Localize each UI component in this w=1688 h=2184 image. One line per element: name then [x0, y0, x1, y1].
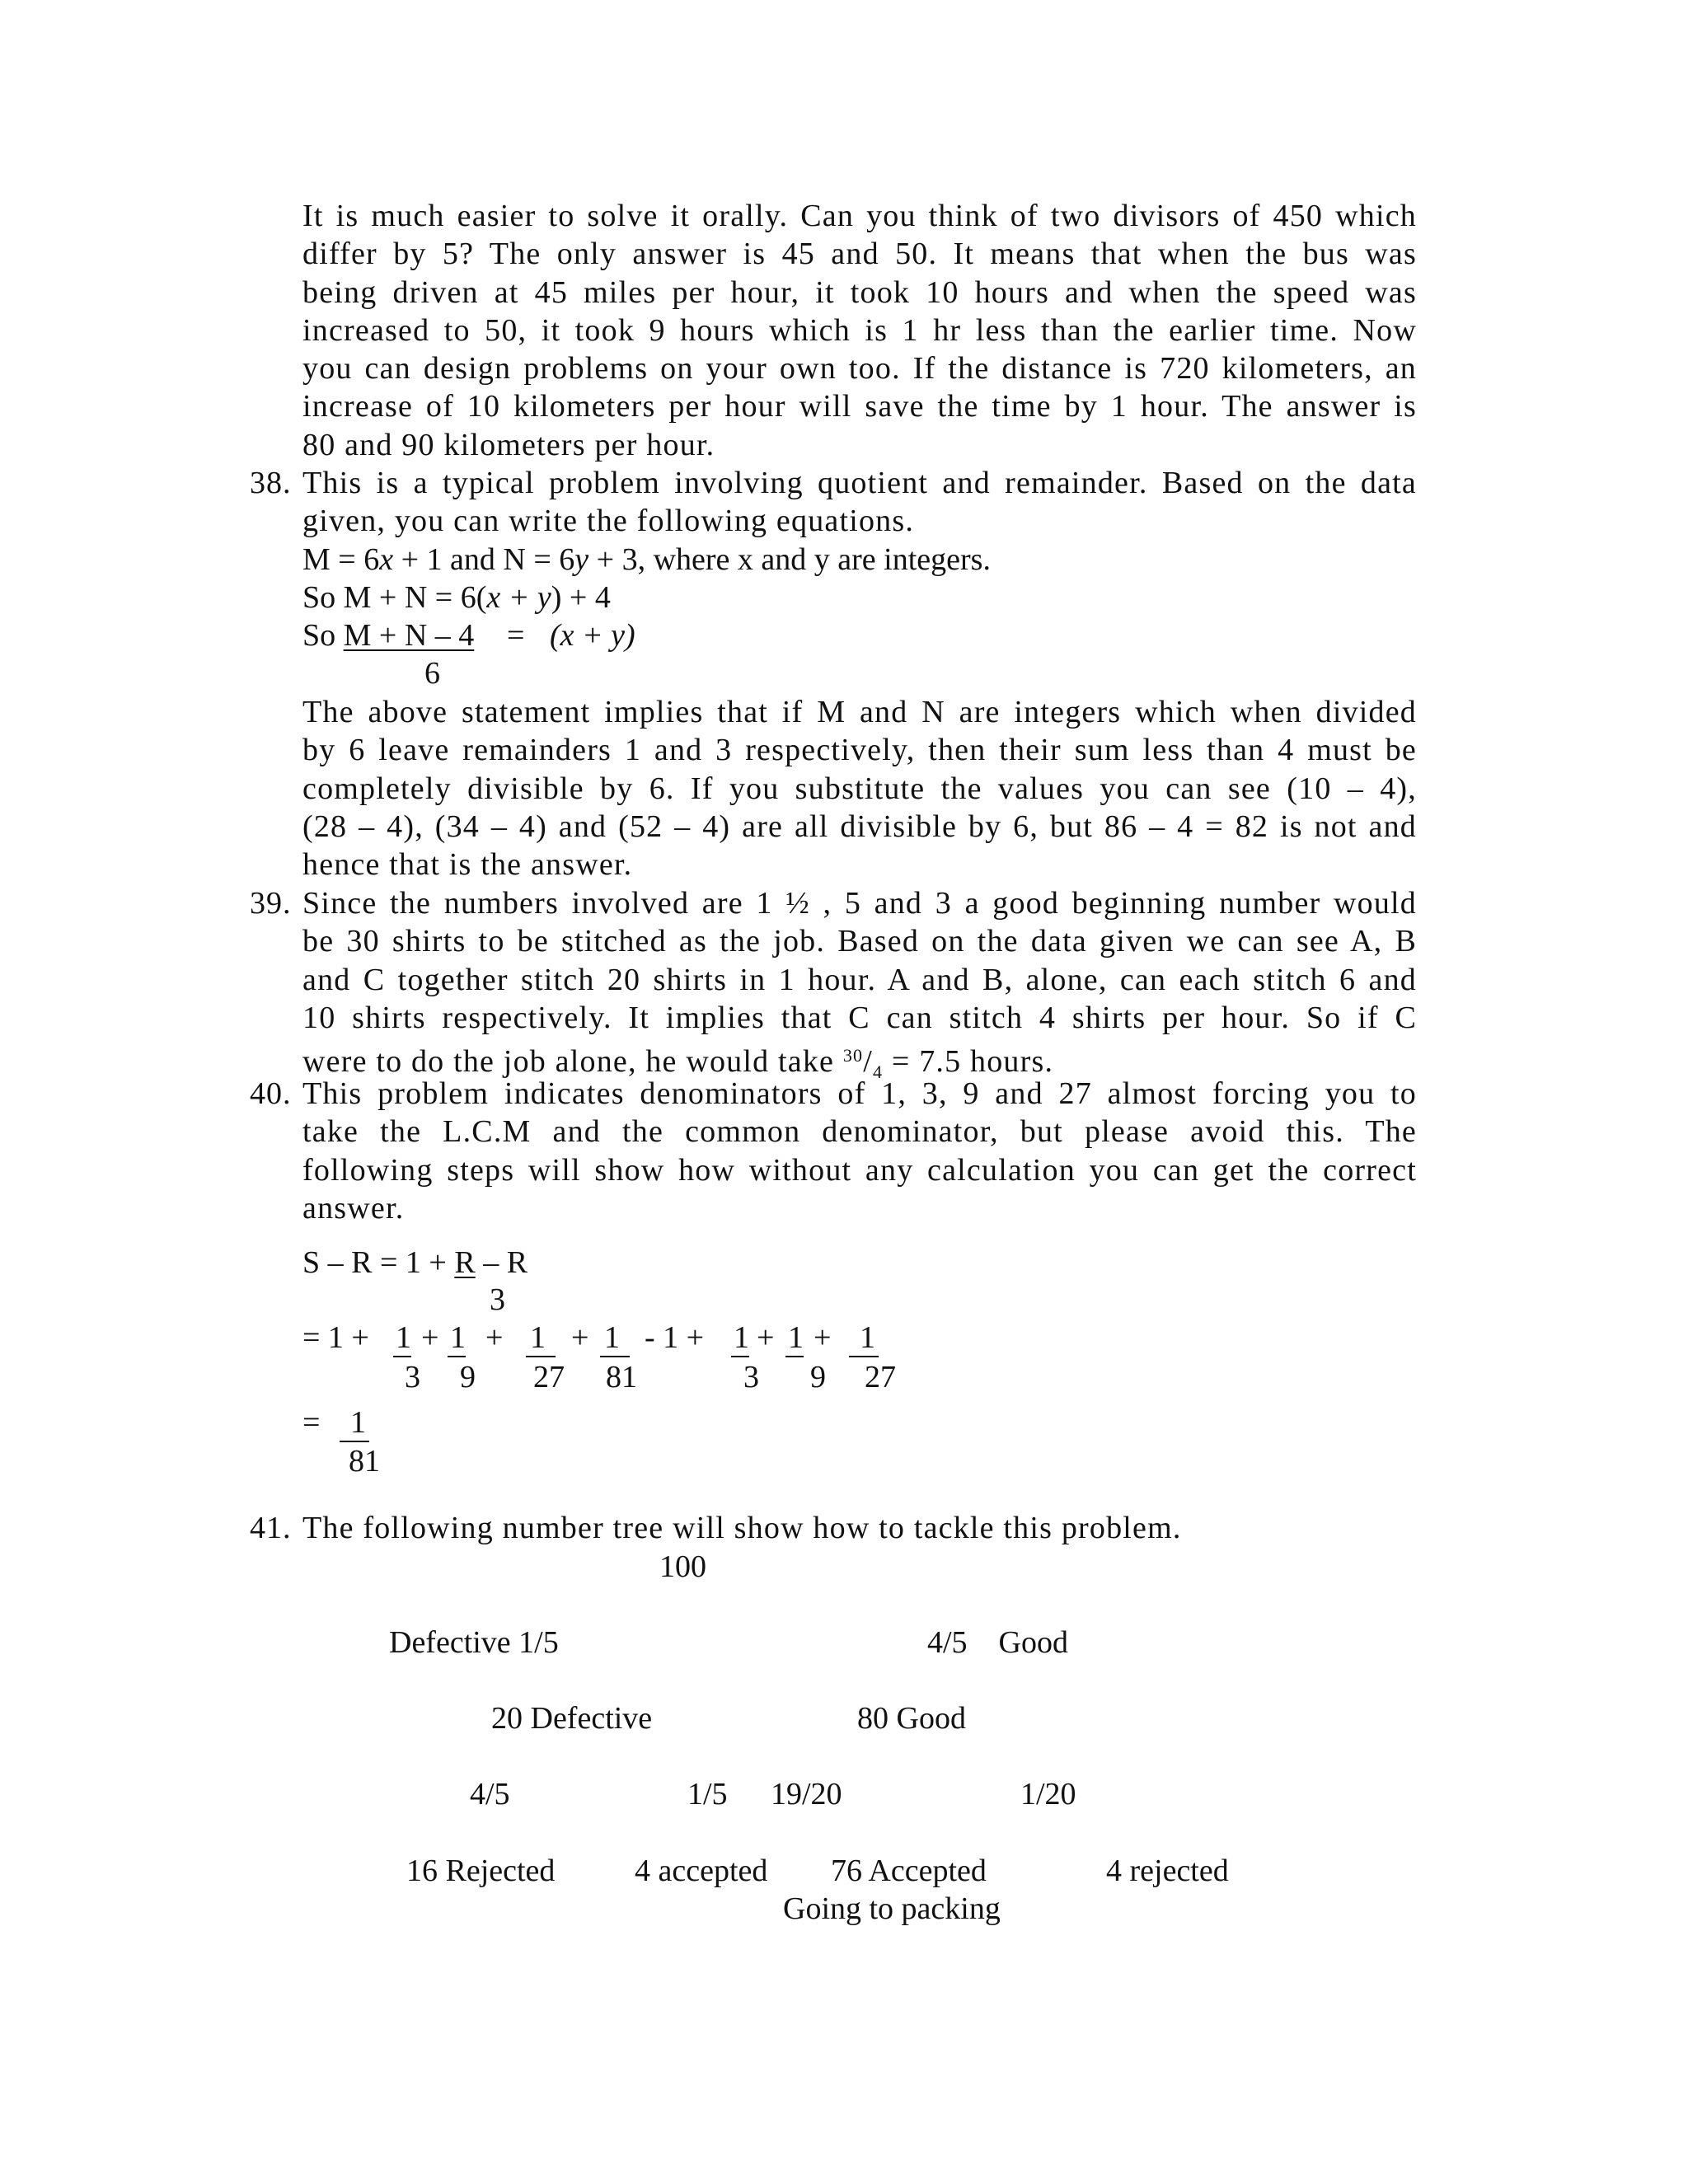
q38-rhs: (x + y)	[550, 618, 635, 653]
denominator: 27	[533, 1360, 565, 1394]
tree-defective-fraction: Defective 1/5	[389, 1625, 559, 1660]
numerator: 1	[604, 1320, 620, 1355]
fraction-bar	[526, 1356, 556, 1357]
numerator: 1	[860, 1320, 875, 1355]
item-number-38: 38.	[250, 466, 292, 500]
tree-leaf: 16 Rejected	[406, 1854, 556, 1888]
fraction-bar	[731, 1356, 749, 1357]
tree-root: 100	[659, 1549, 706, 1584]
tree-fraction: 19/20	[771, 1777, 842, 1811]
denominator: 3	[405, 1360, 420, 1394]
text-line: increase of 10 kilometers per hour will save the time by 1 hour. The answer is	[302, 389, 1417, 424]
tree-leaf: 4 rejected	[1106, 1854, 1229, 1888]
intro-paragraph	[302, 197, 1417, 464]
denominator: 27	[865, 1360, 896, 1394]
text-line: you can design problems on your own too. If the distance is 720 kilometers, an	[302, 351, 1417, 387]
denominator: 9	[460, 1360, 476, 1394]
tree-fraction: 4/5	[470, 1777, 510, 1811]
equals-sign: =	[507, 618, 525, 653]
q38-equation-1: M = 6x + 1 and N = 6y + 3, where x and y are integers.	[302, 542, 991, 577]
denominator: 3	[743, 1360, 759, 1394]
text-line: The above statement implies that if M and N are integers which when divided	[302, 695, 1417, 729]
item-number-41: 41.	[250, 1511, 292, 1545]
fraction-bar	[600, 1356, 630, 1357]
numerator: 1	[788, 1320, 804, 1355]
numerator: 1	[350, 1405, 366, 1440]
plus-sign: +	[485, 1320, 504, 1355]
text-line: This is a typical problem involving quotient and remainder. Based on the data	[302, 466, 1417, 500]
q41-text: The following number tree will show how to tackle this problem.	[302, 1511, 1182, 1545]
item-number-39: 39.	[250, 886, 292, 921]
q39-text	[302, 884, 1417, 1037]
tree-leaf: 4 accepted	[635, 1854, 768, 1888]
tree-leaf: 76 Accepted	[831, 1854, 987, 1888]
fraction-bar	[393, 1356, 411, 1357]
denominator: 9	[810, 1360, 826, 1394]
tree-good-count: 80 Good	[857, 1701, 966, 1736]
text-line: and C together stitch 20 shirts in 1 hour. A and B, alone, can each stitch 6 and	[302, 962, 1417, 997]
minus-segment: - 1 +	[645, 1320, 705, 1355]
text-line: 80 and 90 kilometers per hour.	[302, 427, 715, 462]
fraction-numerator: M + N – 4	[343, 618, 475, 653]
plus-sign: +	[421, 1320, 439, 1355]
fraction-bar	[849, 1356, 879, 1357]
text-line: Since the numbers involved are 1 ½ , 5 and 3 a good beginning number would	[302, 886, 1417, 921]
q39-last-line: were to do the job alone, he would take $^{30}/_4 = 7.5$ hours.	[302, 1044, 1054, 1082]
text-line: differ by 5? The only answer is 45 and 50. It means that when the bus was	[302, 237, 1417, 272]
text-line: by 6 leave remainders 1 and 3 respectively, then their sum less than 4 must be	[302, 733, 1417, 768]
plus-sign: +	[814, 1320, 832, 1355]
text-line: completely divisible by 6. If you substitute the values you can see (10 – 4),	[302, 771, 1417, 806]
fraction-denominator: 6	[424, 656, 440, 691]
tree-packing-label: Going to packing	[783, 1891, 1001, 1926]
text-line: It is much easier to solve it orally. Can you think of two divisors of 450 which	[302, 199, 1417, 233]
text-line: (28 – 4), (34 – 4) and (52 – 4) are all divisible by 6, but 86 – 4 = 82 is not and	[302, 808, 1417, 844]
fraction-bar	[448, 1356, 466, 1357]
tree-defective-count: 20 Defective	[491, 1701, 653, 1736]
tree-good-fraction: 4/5 Good	[927, 1625, 1068, 1660]
tree-fraction: 1/5	[687, 1777, 728, 1811]
q40-step-1: S – R = 1 + R – R	[302, 1245, 528, 1280]
q38-equation-2: So M + N = 6(x + y) + 4	[302, 580, 611, 615]
q38-explanation	[302, 693, 1417, 883]
text-line: 10 shirts respectively. It implies that C can stitch 4 shirts per hour. So if C	[302, 1000, 1417, 1035]
tree-fraction: 1/20	[1020, 1777, 1076, 1811]
text-line: This problem indicates denominators of 1, 3, 9 and 27 almost forcing you to	[302, 1076, 1417, 1111]
numerator: 1	[530, 1320, 546, 1355]
numerator: 1	[450, 1320, 466, 1355]
text-line: hence that is the answer.	[302, 847, 633, 883]
denominator: 81	[606, 1360, 637, 1394]
text-line: be 30 shirts to be stitched as the job. Based on the data given we can see A, B	[302, 924, 1417, 959]
item-number-40: 40.	[250, 1076, 292, 1111]
text-line: following steps will show how without any calculation you can get the correct	[302, 1152, 1417, 1188]
plus-sign: +	[571, 1320, 589, 1355]
q40-step-2-start: = 1 +	[302, 1320, 369, 1355]
plus-sign: +	[757, 1320, 775, 1355]
text-line: being driven at 45 miles per hour, it took 10 hours and when the speed was	[302, 274, 1417, 310]
q40-step-3: =	[302, 1405, 321, 1440]
denominator: 81	[349, 1444, 380, 1479]
text-line: increased to 50, it took 9 hours which is 1 hr less than the earlier time. Now	[302, 312, 1417, 348]
text-line: given, you can write the following equations.	[302, 504, 915, 539]
text-line: take the L.C.M and the common denominator, but please avoid this. The	[302, 1114, 1417, 1150]
numerator: 1	[396, 1320, 411, 1355]
q38-equation-3: So M + N – 4	[302, 618, 475, 653]
q40-text	[302, 1075, 1417, 1227]
fraction-bar	[785, 1356, 804, 1357]
text-line: answer.	[302, 1190, 405, 1226]
numerator: 1	[734, 1320, 749, 1355]
q38-intro	[302, 464, 1417, 541]
fraction-denominator: 3	[490, 1282, 505, 1317]
